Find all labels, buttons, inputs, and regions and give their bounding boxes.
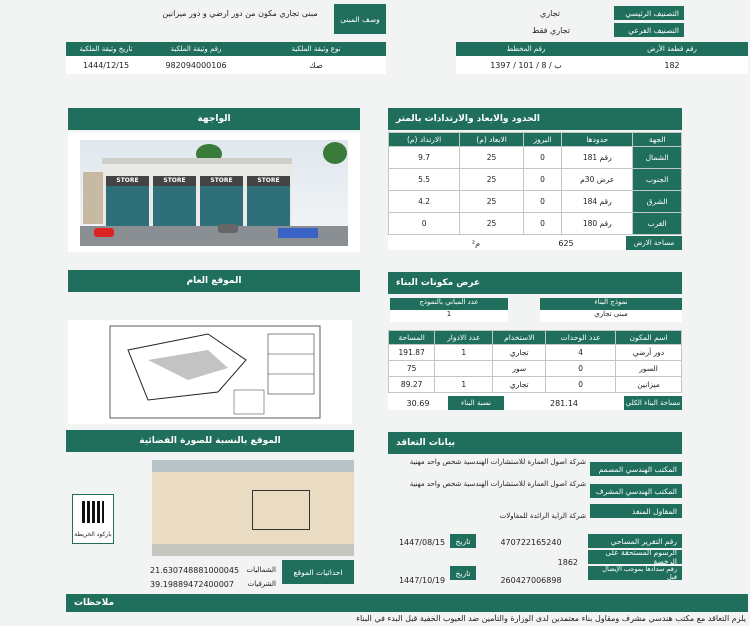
- boundaries-header: الارتداد (م): [389, 133, 460, 147]
- count-value: 1: [390, 310, 508, 322]
- boundaries-cell-proj: 0: [523, 213, 561, 235]
- plot-no-header: رقم قطعة الأرض: [647, 45, 697, 53]
- boundaries-cell-dim: 25: [460, 213, 524, 235]
- components-cell-floors: [435, 361, 493, 377]
- components-title: عرض مكونات البناء: [388, 272, 682, 294]
- land-area-unit: م²: [471, 238, 481, 248]
- main-class-label: التصنيف الرئيسي: [614, 6, 684, 20]
- boundaries-cell-dim: 25: [460, 169, 524, 191]
- ratio-value: 30.69: [406, 398, 430, 408]
- boundaries-cell-proj: 0: [523, 191, 561, 213]
- boundaries-cell-limit: عرض 30م: [562, 169, 633, 191]
- components-row: [389, 361, 682, 377]
- supervisor-value: شركة اصول العمارة للاستشارات الهندسية شخص واحد مهنية: [409, 480, 586, 488]
- contractor-value: شركة الراية الرائدة للمقاولات: [499, 512, 586, 520]
- boundaries-header: الابعاد (م): [460, 133, 524, 147]
- boundaries-header: الجهة: [633, 133, 682, 147]
- building-desc-label: وصف المبنى: [334, 4, 386, 34]
- components-row: [389, 377, 682, 393]
- north-label: الشماليات: [246, 566, 276, 574]
- boundaries-row: [389, 213, 682, 235]
- plan-no-header: رقم المخطط: [506, 45, 546, 53]
- satellite-title: الموقع بالنسبة للصورة الفضائية: [66, 430, 354, 452]
- boundaries-table: [388, 132, 682, 250]
- supervisor-label: المكتب الهندسي المشرف: [590, 484, 682, 498]
- model-label: نموذج البناء: [540, 298, 682, 310]
- components-table: [388, 330, 682, 410]
- building-desc-value: مبنى تجاري مكون من دور ارضي و دور ميزانين: [162, 8, 318, 18]
- components-row: [389, 345, 682, 361]
- doc-date-header: تاريخ وثيقة الملكية: [79, 45, 133, 53]
- components-cell-area: 89.27: [389, 377, 435, 393]
- boundaries-cell-side: الشرق: [633, 191, 682, 213]
- report-no: 470722165240: [500, 537, 562, 547]
- components-cell-name: ميزانين: [616, 377, 682, 393]
- report-date-label: تاريخ: [450, 534, 476, 548]
- boundaries-cell-dim: 25: [460, 147, 524, 169]
- boundaries-header: البروز: [523, 133, 561, 147]
- components-header: عدد الادوار: [435, 331, 493, 345]
- ratio-label: نسبة البناء: [448, 396, 504, 410]
- boundaries-cell-proj: 0: [523, 169, 561, 191]
- doc-date-value: 1444/12/15: [82, 60, 130, 70]
- notes-text: يلزم التعاقد مع مكتب هندسي مشرف ومقاول بناء معتمدين لدى الوزارة والتأمين ضد العيوب الخفية قبل البدء في البناء: [356, 614, 746, 623]
- general-location-title: الموقع العام: [68, 270, 360, 292]
- boundaries-cell-setback: 0: [389, 213, 460, 235]
- components-cell-use: سور: [493, 361, 546, 377]
- boundaries-row: [389, 169, 682, 191]
- components-cell-units: 4: [546, 345, 616, 361]
- doc-no-header: رقم وثيقة الملكية: [170, 45, 222, 53]
- boundaries-cell-proj: 0: [523, 147, 561, 169]
- east-coord: 39.19889472400007: [150, 580, 234, 589]
- plot-no-value: 182: [664, 60, 680, 70]
- facade-image: [68, 132, 360, 252]
- paid-date-label: تاريخ: [450, 566, 476, 580]
- boundaries-cell-setback: 9.7: [389, 147, 460, 169]
- report-date: 1447/08/15: [398, 537, 446, 547]
- boundaries-title: الحدود والابعاد والارتدادات بالمتر: [388, 108, 682, 130]
- boundaries-header: حدودها: [562, 133, 633, 147]
- doc-type-value: صك: [309, 60, 323, 70]
- qr-code-icon: [82, 501, 104, 523]
- store-sign: STORE: [247, 176, 290, 226]
- sub-class-value: تجاري فقط: [532, 25, 570, 35]
- paid-label: رقم سدادها بموجب الإيصال قبل: [588, 566, 682, 580]
- boundaries-cell-side: الشمال: [633, 147, 682, 169]
- north-coord: 21.630748881000045: [150, 566, 240, 575]
- count-label: عدد المباني بالنموذج: [390, 298, 508, 310]
- boundaries-cell-dim: 25: [460, 191, 524, 213]
- boundaries-cell-side: الجنوب: [633, 169, 682, 191]
- components-header: عدد الوحدات: [546, 331, 616, 345]
- components-cell-floors: 1: [435, 377, 493, 393]
- total-area-label: مساحة البناء الكلي: [624, 396, 682, 410]
- store-sign: STORE: [153, 176, 196, 226]
- satellite-image: [152, 460, 354, 556]
- main-class-value: تجاري: [540, 8, 560, 18]
- doc-type-header: نوع وثيقة الملكية: [291, 45, 341, 53]
- components-cell-units: 0: [546, 377, 616, 393]
- fees-value: 1862: [557, 557, 578, 567]
- components-cell-name: السور: [616, 361, 682, 377]
- store-sign: STORE: [106, 176, 149, 226]
- land-area-value: 625: [558, 238, 574, 248]
- paid-date: 1447/10/19: [398, 575, 446, 585]
- components-cell-name: دور أرضي: [616, 345, 682, 361]
- total-area-value: 281.14: [550, 398, 578, 408]
- components-cell-units: 0: [546, 361, 616, 377]
- boundaries-cell-setback: 4.2: [389, 191, 460, 213]
- components-header: اسم المكون: [616, 331, 682, 345]
- components-header: المساحة: [389, 331, 435, 345]
- plan-no-value: 1397 / ب / 8 / 101: [490, 60, 562, 70]
- land-area-label: مساحة الارض: [626, 236, 682, 250]
- components-cell-area: 191.87: [389, 345, 435, 361]
- coordinates-label: احداثيات الموقع: [282, 560, 354, 584]
- boundaries-cell-limit: رقم 180: [562, 213, 633, 235]
- fees-label: الرسوم المستحقة على الرخصة: [588, 550, 682, 564]
- paid-no: 260427006898: [500, 575, 562, 585]
- facade-title: الواجهة: [68, 108, 360, 130]
- boundaries-cell-limit: رقم 184: [562, 191, 633, 213]
- designer-value: شركة اصول العمارة للاستشارات الهندسية شخص واحد مهنية: [409, 458, 586, 466]
- components-cell-area: 75: [389, 361, 435, 377]
- components-cell-use: تجاري: [493, 377, 546, 393]
- notes-title: ملاحظات: [66, 594, 748, 612]
- store-sign: STORE: [200, 176, 243, 226]
- doc-no-value: 982094000106: [165, 60, 227, 70]
- boundaries-cell-limit: رقم 181: [562, 147, 633, 169]
- site-plan-drawing: [68, 320, 352, 424]
- map-barcode[interactable]: [72, 494, 114, 544]
- model-value: مبنى تجاري: [540, 310, 682, 322]
- designer-label: المكتب الهندسي المصمم: [590, 462, 682, 476]
- report-label: رقم التقرير المساحي: [588, 534, 682, 548]
- ownership-table: [66, 42, 748, 74]
- east-label: الشرقيات: [247, 580, 276, 588]
- contractor-label: المقاول المنفذ: [590, 504, 682, 518]
- components-cell-use: تجاري: [493, 345, 546, 361]
- barcode-label: باركود الخريطة: [74, 531, 112, 538]
- boundaries-cell-side: الغرب: [633, 213, 682, 235]
- contract-title: بيانات التعاقد: [388, 432, 682, 454]
- general-location-plan: [68, 320, 352, 424]
- components-header: الاستخدام: [493, 331, 546, 345]
- components-cell-floors: 1: [435, 345, 493, 361]
- boundaries-row: [389, 147, 682, 169]
- boundaries-cell-setback: 5.5: [389, 169, 460, 191]
- boundaries-row: [389, 191, 682, 213]
- sub-class-label: التصنيف الفرعي: [614, 23, 684, 37]
